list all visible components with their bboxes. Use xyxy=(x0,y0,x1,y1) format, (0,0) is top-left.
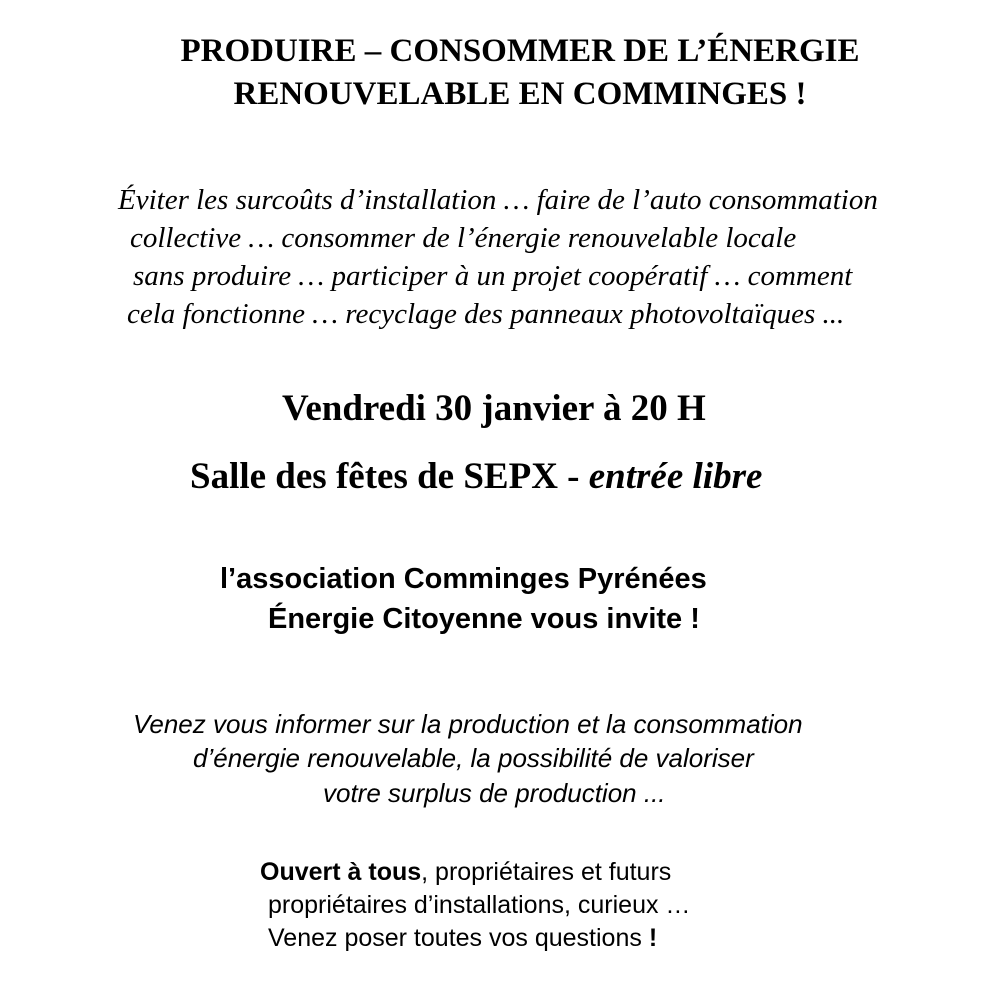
info-line-2: d’énergie renouvelable, la possibilité de valoriser xyxy=(193,743,754,773)
entry-free-text: entrée libre xyxy=(588,456,763,497)
event-venue xyxy=(190,455,762,498)
venue-text: Salle des fêtes de SEPX - xyxy=(190,456,589,497)
info-line-1: Venez vous informer sur la production et la consommation xyxy=(133,709,803,739)
intro-line-4: cela fonctionne … recyclage des panneaux photovoltaïques ... xyxy=(127,298,845,330)
audience-line-3 xyxy=(268,924,657,953)
intro-line-2: collective … consommer de l’énergie renouvelable locale xyxy=(130,222,797,254)
audience-line-1 xyxy=(260,858,671,887)
page-title-line-2: RENOUVELABLE EN COMMINGES ! xyxy=(233,76,807,112)
info-line-3: votre surplus de production ... xyxy=(323,778,666,808)
exclamation-mark: ! xyxy=(648,924,658,952)
page-title-line-1: PRODUIRE – CONSOMMER DE L’ÉNERGIE xyxy=(180,33,860,69)
audience-line-3-text: Venez poser toutes vos questions xyxy=(268,924,649,952)
event-date: Vendredi 30 janvier à 20 H xyxy=(282,388,706,429)
intro-line-1: Éviter les surcoûts d’installation … faire de l’auto consommation xyxy=(118,184,878,216)
invitation-line-1: l’association Comminges Pyrénées xyxy=(220,563,707,595)
audience-line-1-rest: , propriétaires et futurs xyxy=(421,858,672,886)
intro-line-3: sans produire … participer à un projet coopératif … comment xyxy=(133,260,853,292)
open-to-all-label: Ouvert à tous xyxy=(260,858,422,886)
invitation-line-2: Énergie Citoyenne vous invite ! xyxy=(268,603,700,635)
audience-line-2: propriétaires d’installations, curieux … xyxy=(268,891,691,919)
